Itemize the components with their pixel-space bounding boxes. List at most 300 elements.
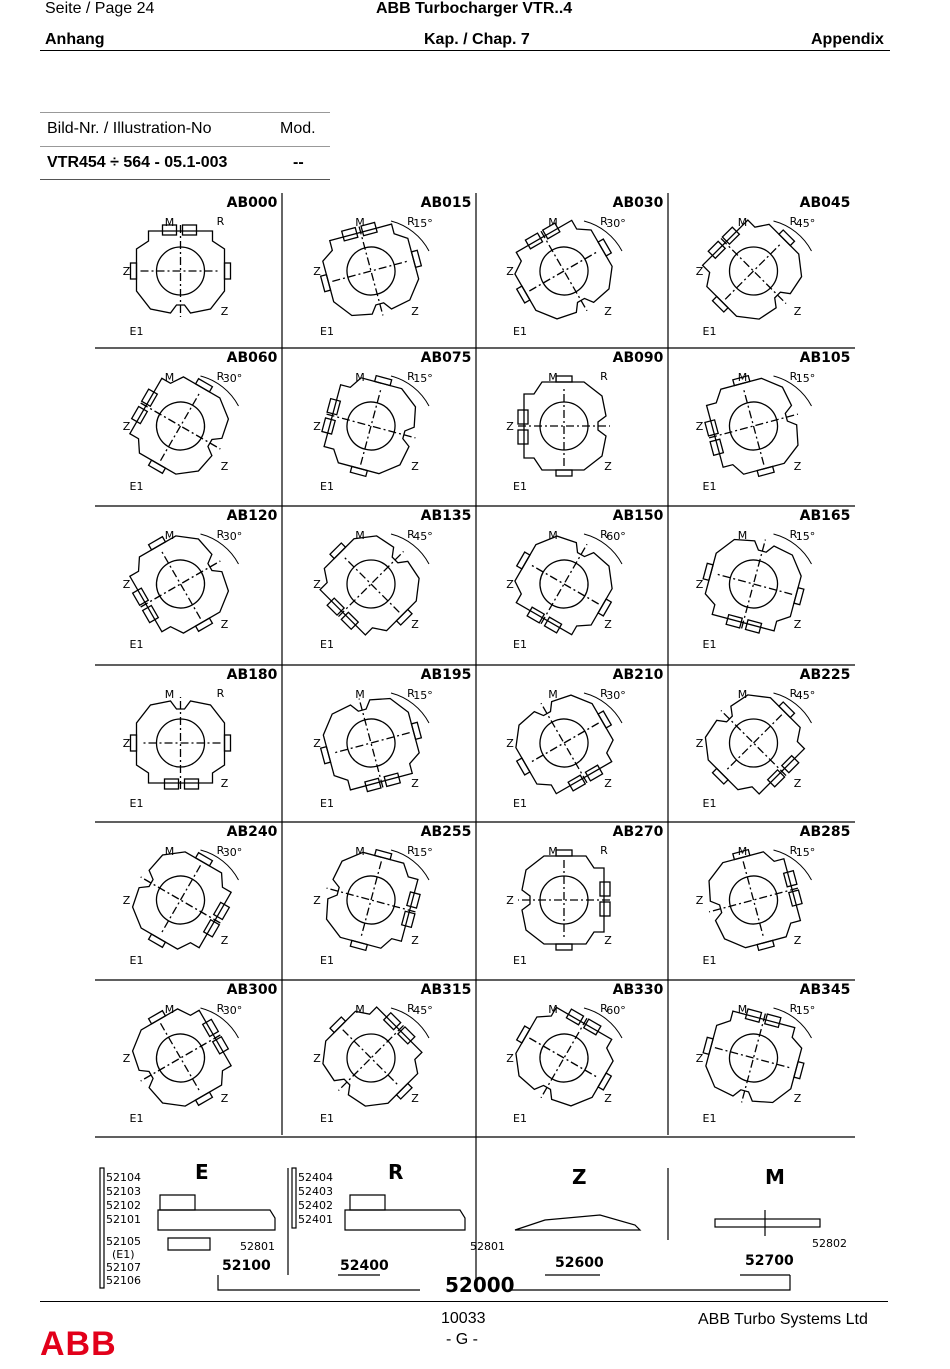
e1-mark-label: E1 — [702, 325, 717, 338]
angle-label: 30° — [222, 530, 243, 543]
mounting-position-cell — [506, 824, 663, 967]
z-mark-label: Z — [122, 265, 131, 278]
mounting-position-cell — [116, 350, 278, 493]
mounting-position-cell — [116, 508, 278, 651]
z-mark-label: Z — [793, 305, 802, 318]
casing-outline — [131, 225, 231, 317]
group-label: 52600 — [555, 1255, 604, 1271]
m-mark-label: M — [164, 845, 175, 858]
angle-label: 15° — [795, 530, 816, 543]
casing-outline — [518, 376, 610, 476]
e1-mark-label: E1 — [320, 954, 334, 967]
z-mark-label: Z — [411, 460, 419, 473]
m-box — [133, 588, 149, 605]
m-box — [600, 882, 610, 896]
flange — [411, 722, 421, 739]
m-mark-label: M — [548, 845, 558, 858]
e-bracket — [100, 1168, 104, 1288]
angle-label: 60° — [606, 1004, 626, 1017]
m-box — [165, 779, 179, 789]
flange — [517, 286, 530, 303]
m-mark-label: M — [164, 216, 175, 229]
centerline — [743, 861, 764, 938]
m-mark-label: M — [164, 1003, 175, 1016]
mounting-position-cell — [696, 350, 851, 493]
z-mark-label: Z — [220, 618, 229, 631]
position-code-label: AB270 — [612, 824, 664, 840]
flange — [350, 466, 367, 476]
mounting-position-cell — [116, 824, 278, 967]
position-code-label: AB165 — [799, 508, 851, 524]
z-mark-label: Z — [313, 265, 321, 278]
r-mark-label: R — [789, 528, 798, 541]
flange — [794, 588, 804, 605]
z-mark-label: Z — [506, 737, 514, 750]
casing-body — [701, 532, 807, 634]
r-mark-label: R — [216, 370, 225, 383]
z-mark-label: Z — [313, 420, 321, 433]
z-mark-label: Z — [411, 305, 419, 318]
position-code-label: AB180 — [226, 667, 278, 683]
angle-label: 45° — [413, 530, 433, 543]
m-box — [544, 617, 561, 633]
z-mark-label: Z — [793, 460, 802, 473]
e1-mark-label: E1 — [513, 638, 527, 651]
company-name: ABB Turbo Systems Ltd — [698, 1311, 868, 1328]
z-mark-label: Z — [604, 934, 612, 947]
casing-body — [702, 847, 804, 953]
mod-header: Mod. — [280, 120, 316, 137]
z-mark-label: Z — [313, 737, 321, 750]
z-mark-label: Z — [695, 737, 704, 750]
z-mark-label: Z — [695, 1052, 704, 1065]
r-mark-label: R — [216, 844, 225, 857]
flange — [517, 758, 530, 775]
flange — [779, 230, 795, 246]
casing-body — [318, 691, 424, 793]
z-component-drawing — [515, 1215, 640, 1230]
m-mark-label: M — [164, 529, 175, 542]
mounting-position-cell — [498, 982, 664, 1125]
e1-mark-label: E1 — [702, 1112, 717, 1125]
mounting-position-cell — [311, 195, 472, 338]
z-mark-label: Z — [695, 265, 704, 278]
position-code-label: AB285 — [799, 824, 851, 840]
mounting-position-cell — [498, 195, 664, 338]
mounting-position-cell — [116, 982, 278, 1125]
angle-label: 15° — [795, 372, 816, 385]
r-mark-label: R — [407, 844, 415, 857]
part-label: 52404 — [298, 1171, 333, 1184]
angle-label: 30° — [222, 372, 243, 385]
m-component-drawing — [715, 1219, 820, 1227]
z-mark-label: Z — [604, 618, 612, 631]
r-mark-label: R — [789, 370, 798, 383]
m-box — [203, 1019, 219, 1036]
m-mark-label: M — [737, 216, 748, 229]
flange — [556, 850, 572, 856]
drawing-grid — [95, 193, 855, 1290]
r-mark-label: R — [600, 1002, 608, 1015]
m-box — [600, 902, 610, 916]
flange — [196, 853, 213, 866]
angle-label: 15° — [795, 846, 816, 859]
position-code-label: AB015 — [420, 195, 472, 211]
flange — [330, 543, 346, 559]
angle-label: 15° — [795, 1004, 816, 1017]
position-code-label: AB150 — [612, 508, 664, 524]
legend-e: E — [195, 1160, 209, 1184]
centerline — [743, 387, 764, 464]
flange — [225, 263, 231, 279]
r-mark-label: R — [407, 528, 415, 541]
z-mark-label: Z — [122, 894, 131, 907]
centerline — [361, 387, 382, 464]
mounting-position-cell — [303, 982, 471, 1126]
z-mark-label: Z — [220, 305, 229, 318]
flange — [350, 940, 367, 950]
e1-mark-label: E1 — [320, 325, 334, 338]
m-box — [143, 605, 159, 622]
e1-mark-label: E1 — [320, 480, 334, 493]
legend-z: Z — [572, 1165, 587, 1189]
mounting-position-cell — [693, 508, 850, 651]
illustration-no-value: VTR454 ÷ 564 - 05.1-003 — [47, 154, 228, 171]
e1-mark-label: E1 — [702, 480, 717, 493]
parts-legend — [100, 1168, 820, 1290]
z-mark-label: Z — [122, 1052, 131, 1065]
e1-mark-label: E1 — [513, 797, 527, 810]
footer-rule — [40, 1301, 888, 1302]
m-mark-label: M — [164, 371, 175, 384]
flange — [149, 1011, 166, 1024]
page-code: - G - — [446, 1331, 478, 1348]
part-label: 52102 — [106, 1199, 141, 1212]
position-code-label: AB075 — [420, 350, 472, 366]
z-mark-label: Z — [793, 1092, 802, 1105]
z-mark-label: Z — [604, 305, 612, 318]
z-mark-label: Z — [695, 894, 704, 907]
e1-mark-label: E1 — [320, 797, 334, 810]
chapter-label: Kap. / Chap. 7 — [424, 31, 530, 48]
m-box — [585, 765, 602, 781]
z-mark-label: Z — [604, 1092, 612, 1105]
e1-mark-label: E1 — [513, 954, 527, 967]
r-mark-label: R — [407, 687, 415, 700]
position-code-label: AB060 — [226, 350, 278, 366]
flange — [757, 466, 774, 476]
casing-body — [321, 373, 423, 479]
part-label: 52801 — [240, 1240, 275, 1253]
mounting-position-cell — [311, 667, 472, 810]
m-mark-label: M — [355, 1003, 365, 1016]
position-code-label: AB345 — [799, 982, 851, 998]
z-mark-label: Z — [695, 420, 704, 433]
part-label: 52401 — [298, 1213, 333, 1226]
flange — [556, 376, 572, 382]
z-mark-label: Z — [122, 420, 131, 433]
position-code-label: AB210 — [612, 667, 664, 683]
m-mark-label: M — [737, 1003, 748, 1016]
m-box — [518, 430, 528, 444]
z-mark-label: Z — [122, 737, 131, 750]
r-mark-label: R — [407, 370, 415, 383]
m-box — [185, 779, 199, 789]
z-mark-label: Z — [411, 777, 419, 790]
group-bracket-left — [218, 1275, 420, 1290]
angle-label: 45° — [795, 217, 816, 230]
angle-label: 15° — [413, 689, 433, 702]
e-component-drawing — [158, 1210, 275, 1230]
part-label: 52801 — [470, 1240, 505, 1253]
flange — [131, 263, 137, 279]
centerline — [361, 861, 382, 938]
part-label: 52103 — [106, 1185, 141, 1198]
r-mark-label: R — [600, 687, 608, 700]
flange — [375, 850, 392, 860]
flange — [517, 552, 530, 569]
position-code-label: AB105 — [799, 350, 851, 366]
flange — [225, 735, 231, 751]
m-box — [708, 241, 725, 258]
part-label: 52104 — [106, 1171, 141, 1184]
flange — [757, 940, 774, 950]
z-mark-label: Z — [411, 618, 419, 631]
position-code-label: AB195 — [420, 667, 472, 683]
flange — [598, 599, 611, 616]
position-code-label: AB045 — [799, 195, 851, 211]
flange — [712, 768, 728, 784]
part-label: (E1) — [112, 1248, 135, 1261]
m-box — [183, 225, 197, 235]
z-mark-label: Z — [220, 1092, 229, 1105]
document-number: 10033 — [441, 1310, 486, 1327]
m-box — [518, 410, 528, 424]
group-label: 52700 — [745, 1253, 794, 1269]
m-box — [568, 775, 585, 791]
mounting-position-cell — [123, 667, 278, 810]
e1-mark-label: E1 — [702, 954, 717, 967]
position-code-label: AB255 — [420, 824, 472, 840]
part-label: 52106 — [106, 1274, 141, 1287]
m-mark-label: M — [548, 1003, 558, 1016]
e1-mark-label: E1 — [129, 1112, 144, 1125]
z-mark-label: Z — [506, 1052, 514, 1065]
r-mark-label: R — [789, 687, 798, 700]
r-mark-label: R — [216, 528, 225, 541]
angle-label: 15° — [413, 846, 433, 859]
e1-mark-label: E1 — [320, 638, 334, 651]
m-box — [204, 920, 220, 937]
mounting-position-cell — [498, 508, 664, 651]
r-cap-drawing — [350, 1195, 385, 1210]
r-mark-label: R — [789, 844, 798, 857]
position-code-label: AB315 — [420, 982, 472, 998]
illustration-no-header: Bild-Nr. / Illustration-No — [47, 120, 212, 137]
casing-outline — [518, 850, 610, 950]
flange — [375, 376, 392, 386]
z-mark-label: Z — [604, 777, 612, 790]
flange — [703, 563, 713, 580]
group-label: 52100 — [222, 1258, 271, 1274]
m-mark-label: M — [548, 688, 558, 701]
e1-mark-label: E1 — [129, 638, 144, 651]
position-code-label: AB300 — [226, 982, 278, 998]
e1-mark-label: E1 — [702, 638, 717, 651]
flange — [598, 711, 611, 728]
m-mark-label: M — [548, 216, 558, 229]
part-label: 52402 — [298, 1199, 333, 1212]
e1-mark-label: E1 — [513, 480, 527, 493]
r-mark-label: R — [216, 1002, 225, 1015]
z-mark-label: Z — [313, 894, 321, 907]
section-right: Appendix — [811, 31, 884, 48]
part-label: 52802 — [812, 1237, 847, 1250]
z-mark-label: Z — [220, 460, 229, 473]
m-mark-label: M — [737, 688, 748, 701]
mounting-position-cell — [303, 508, 471, 652]
z-mark-label: Z — [313, 1052, 321, 1065]
angle-label: 30° — [606, 217, 626, 230]
position-code-label: AB330 — [612, 982, 664, 998]
part-label: 52105 — [106, 1235, 141, 1248]
flange — [517, 1026, 530, 1043]
r-mark-label: R — [789, 1002, 798, 1015]
casing-body — [318, 221, 424, 323]
z-mark-label: Z — [411, 1092, 419, 1105]
r-bracket — [292, 1168, 296, 1228]
r-mark-label: R — [407, 1002, 415, 1015]
page-label: Seite / Page 24 — [45, 0, 155, 17]
position-code-label: AB030 — [612, 195, 664, 211]
group-label: 52400 — [340, 1258, 389, 1274]
section-left: Anhang — [45, 31, 105, 48]
z-mark-label: Z — [695, 578, 704, 591]
part-label: 52403 — [298, 1185, 333, 1198]
flange — [411, 250, 421, 267]
m-mark-label: M — [548, 529, 558, 542]
e1-cap-drawing — [168, 1238, 210, 1250]
m-box — [384, 1013, 401, 1030]
angle-label: 60° — [606, 530, 626, 543]
z-mark-label: Z — [313, 578, 321, 591]
m-mark-label: M — [355, 371, 365, 384]
flange — [196, 618, 213, 631]
mounting-position-cell — [686, 667, 851, 811]
e1-mark-label: E1 — [320, 1112, 334, 1125]
abb-logo: ABB — [40, 1325, 117, 1363]
m-mark-label: M — [164, 688, 175, 701]
angle-label: 45° — [795, 689, 816, 702]
flange — [321, 275, 331, 292]
angle-label: 15° — [413, 372, 433, 385]
e1-mark-label: E1 — [129, 325, 144, 338]
group-bracket-right — [508, 1275, 790, 1290]
casing-body — [703, 373, 805, 479]
flange — [396, 1083, 412, 1099]
centerline — [715, 1048, 792, 1069]
m-box — [341, 612, 358, 629]
angle-label: 30° — [222, 846, 243, 859]
flange — [149, 537, 166, 550]
casing-body — [319, 847, 421, 953]
e1-mark-label: E1 — [129, 954, 144, 967]
m-box — [142, 389, 158, 406]
mounting-position-cell — [498, 667, 664, 810]
m-mark-label: M — [737, 371, 748, 384]
z-mark-label: Z — [506, 578, 514, 591]
m-box — [132, 406, 148, 423]
r-mark-label: R — [216, 687, 225, 700]
z-mark-label: Z — [220, 777, 229, 790]
angle-label: 30° — [222, 1004, 243, 1017]
position-code-label: AB240 — [226, 824, 278, 840]
z-mark-label: Z — [506, 265, 514, 278]
e1-mark-label: E1 — [513, 1112, 527, 1125]
m-box — [213, 1037, 229, 1054]
centerline — [332, 733, 409, 754]
flange — [598, 1073, 611, 1090]
mounting-position-cell — [696, 824, 851, 967]
m-box — [214, 902, 230, 919]
mounting-position-cell — [693, 982, 850, 1125]
z-mark-label: Z — [793, 777, 802, 790]
r-mark-label: R — [216, 215, 225, 228]
part-label: 52101 — [106, 1213, 141, 1226]
r-mark-label: R — [600, 215, 608, 228]
z-mark-label: Z — [411, 934, 419, 947]
r-component-drawing — [345, 1210, 465, 1230]
m-mark-label: M — [355, 529, 365, 542]
position-code-label: AB135 — [420, 508, 472, 524]
mod-value: -- — [293, 154, 304, 171]
flange — [196, 1092, 213, 1105]
m-mark-label: M — [548, 371, 558, 384]
flange — [149, 460, 166, 473]
m-mark-label: M — [355, 216, 365, 229]
z-mark-label: Z — [122, 578, 131, 591]
flange — [196, 379, 213, 392]
position-code-label: AB090 — [612, 350, 664, 366]
e-cap-drawing — [160, 1195, 195, 1210]
position-code-label: AB120 — [226, 508, 278, 524]
flange — [703, 1037, 713, 1054]
angle-label: 45° — [413, 1004, 433, 1017]
r-mark-label: R — [407, 215, 415, 228]
z-mark-label: Z — [604, 460, 612, 473]
flange — [556, 944, 572, 950]
z-mark-label: Z — [220, 934, 229, 947]
legend-m: M — [765, 1165, 785, 1189]
m-mark-label: M — [355, 688, 365, 701]
flange — [321, 747, 331, 764]
z-mark-label: Z — [506, 420, 514, 433]
r-mark-label: R — [600, 370, 608, 383]
e1-mark-label: E1 — [129, 797, 144, 810]
z-mark-label: Z — [506, 894, 514, 907]
m-box — [584, 1019, 601, 1035]
m-box — [525, 233, 542, 249]
centerline — [332, 261, 409, 282]
e1-mark-label: E1 — [513, 325, 527, 338]
m-box — [782, 756, 799, 773]
e1-mark-label: E1 — [129, 480, 144, 493]
m-box — [527, 607, 544, 623]
mounting-position-cell — [506, 350, 663, 493]
position-code-label: AB225 — [799, 667, 851, 683]
mounting-position-cell — [123, 195, 278, 338]
r-mark-label: R — [600, 844, 608, 857]
